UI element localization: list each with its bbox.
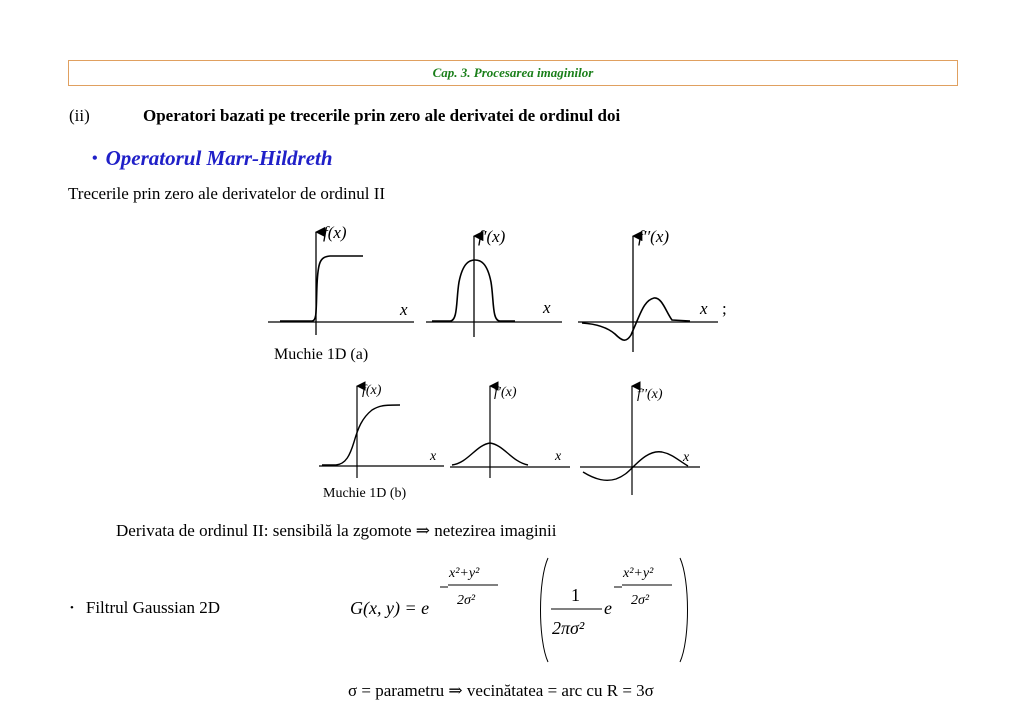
formula-e: e bbox=[604, 598, 612, 618]
bullet-icon: • bbox=[70, 602, 74, 614]
f2-label: f′′(x) bbox=[638, 227, 670, 246]
f1-label: f′(x) bbox=[478, 227, 506, 246]
plot-a-f bbox=[268, 223, 414, 335]
gaussian-formula bbox=[350, 558, 688, 662]
x-label: x bbox=[430, 449, 437, 464]
fraction-denominator: 2πσ² bbox=[552, 618, 585, 638]
f-label: f(x) bbox=[362, 383, 382, 398]
section-title: Operatori bazati pe trecerile prin zero ale derivatei de ordinul doi bbox=[143, 106, 621, 125]
plot-b-f2 bbox=[580, 386, 700, 495]
bullet-icon: • bbox=[92, 150, 98, 167]
gaussian-item bbox=[70, 598, 220, 618]
smooth-step-curve bbox=[322, 405, 400, 465]
caption-a: Muchie 1D (a) bbox=[274, 346, 369, 363]
fraction-numerator: 1 bbox=[571, 585, 580, 605]
f2-label: f′′(x) bbox=[637, 387, 663, 402]
plot-b-f1 bbox=[450, 385, 570, 478]
sigma-line: σ = parametru ⇒ vecinătatea = arc cu R = 3σ bbox=[348, 681, 654, 700]
paren-left bbox=[541, 558, 549, 662]
chapter-title: Cap. 3. Procesarea imaginilor bbox=[432, 65, 594, 80]
caption-b: Muchie 1D (b) bbox=[323, 486, 407, 501]
plot-a-f2 bbox=[578, 227, 727, 352]
paren-right bbox=[680, 558, 688, 662]
plot-a-f1 bbox=[426, 227, 562, 337]
x-label: x bbox=[700, 299, 708, 318]
exp-numerator: x²+y² bbox=[449, 566, 480, 581]
exp2-numerator: x²+y² bbox=[623, 566, 654, 581]
formula-lhs: G(x, y) = e bbox=[350, 598, 430, 618]
note-text: Derivata de ordinul II: sensibilă la zgomote ⇒ netezirea imaginii bbox=[116, 521, 557, 540]
intro-text: Trecerile prin zero ale derivatelor de ordinul II bbox=[68, 184, 386, 203]
exp-denominator: 2σ² bbox=[457, 593, 476, 608]
f1-label: f′(x) bbox=[494, 385, 517, 400]
step-curve bbox=[280, 256, 363, 321]
separator: ; bbox=[722, 299, 727, 318]
x-label: x bbox=[555, 449, 562, 464]
s-curve bbox=[582, 298, 690, 340]
bullet-title: Operatorul Marr-Hildreth bbox=[105, 146, 333, 170]
exp2-denominator: 2σ² bbox=[631, 593, 650, 608]
smooth-s-curve bbox=[583, 452, 688, 481]
x-label: x bbox=[400, 300, 408, 319]
plot-b-f bbox=[319, 383, 444, 478]
x-label: x bbox=[683, 450, 690, 465]
x-label: x bbox=[543, 298, 551, 317]
section-number: (ii) bbox=[69, 106, 90, 125]
f-label: f(x) bbox=[323, 223, 347, 242]
gaussian-label: Filtrul Gaussian 2D bbox=[85, 598, 220, 617]
